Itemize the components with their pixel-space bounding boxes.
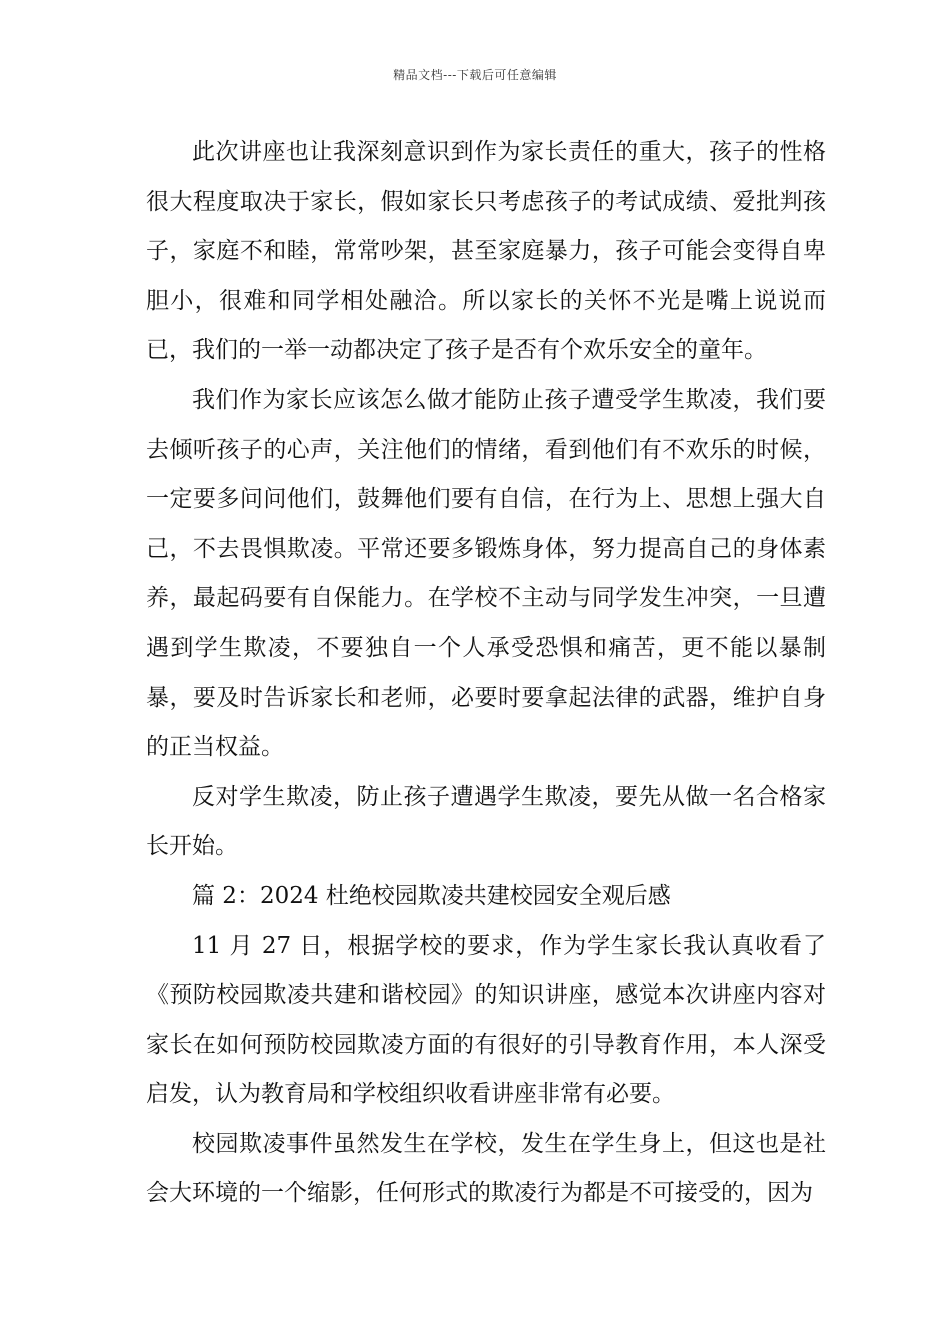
page-header: 精品文档---下载后可任意编辑 bbox=[393, 68, 557, 82]
document-body bbox=[146, 128, 826, 1219]
paragraph-oppose-bullying: 反对学生欺凌，防止孩子遭遇学生欺凌，要先从做一名合格家长开始。 bbox=[146, 783, 826, 860]
paragraph-parent-responsibility: 此次讲座也让我深刻意识到作为家长责任的重大，孩子的性格很大程度取决于家长，假如家长只考虑孩子的考试成绩、爱批判孩子，家庭不和睦，常常吵架，甚至家庭暴力，孩子可能会变得自卑胆小，很难和同学相处融洽。所以家长的关怀不光是嘴上说说而已，我们的一举一动都决定了孩子是否有个欢乐安全的童年。 bbox=[146, 139, 826, 364]
paragraph-prevent-bullying: 我们作为家长应该怎么做才能防止孩子遭受学生欺凌，我们要去倾听孩子的心声，关注他们的情绪，看到他们有不欢乐的时候，一定要多问问他们，鼓舞他们要有自信，在行为上、思想上强大自己，不去畏惧欺凌。平常还要多锻炼身体，努力提高自己的身体素养，最起码要有自保能力。在学校不主动与同学发生冲突，一旦遭遇到学生欺凌，不要独自一个人承受恐惧和痛苦，更不能以暴制暴，要及时告诉家长和老师，必要时要拿起法律的武器，维护自身的正当权益。 bbox=[146, 386, 826, 761]
paragraph-campus-bullying: 校园欺凌事件虽然发生在学校，发生在学生身上，但这也是社会大环境的一个缩影，任何形式的欺凌行为都是不可接受的，因为 bbox=[146, 1130, 826, 1207]
section-heading: 篇 2：2024 杜绝校园欺凌共建校园安全观后感 bbox=[192, 882, 671, 909]
paragraph-lecture-viewing: 11 月 27 日，根据学校的要求，作为学生家长我认真收看了《预防校园欺凌共建和谐校园》的知识讲座，感觉本次讲座内容对家长在如何预防校园欺凌方面的有很好的引导教育作用，本人深受启发，认为教育局和学校组织收看讲座非常有必要。 bbox=[146, 932, 826, 1108]
